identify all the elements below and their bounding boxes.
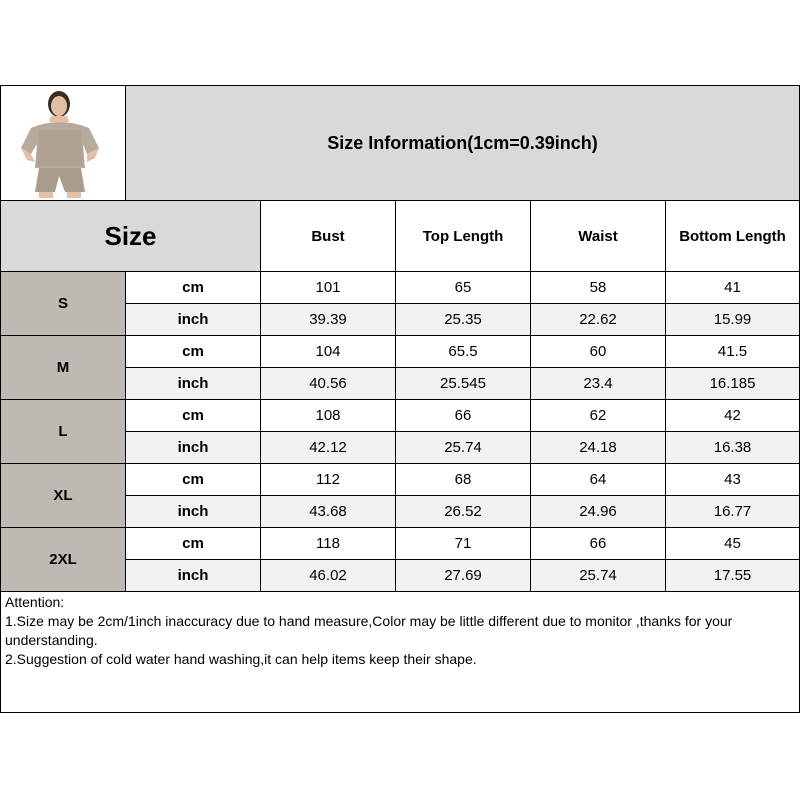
size-label: S — [1, 272, 126, 336]
table-cell: 26.52 — [396, 496, 531, 528]
table-row — [1, 528, 800, 560]
product-photo-icon — [1, 88, 122, 198]
unit-label: inch — [126, 368, 261, 400]
table-cell: 24.18 — [531, 432, 666, 464]
notes-section — [1, 592, 800, 713]
unit-label: inch — [126, 560, 261, 592]
size-header: Size — [1, 201, 261, 272]
table-row — [1, 400, 800, 432]
table-cell: 41 — [666, 272, 800, 304]
table-cell: 25.545 — [396, 368, 531, 400]
unit-label: inch — [126, 496, 261, 528]
table-cell: 66 — [396, 400, 531, 432]
table-cell: 41.5 — [666, 336, 800, 368]
size-label: XL — [1, 464, 126, 528]
table-cell: 64 — [531, 464, 666, 496]
table-cell: 16.77 — [666, 496, 800, 528]
table-cell: 60 — [531, 336, 666, 368]
table-cell: 23.4 — [531, 368, 666, 400]
unit-label: cm — [126, 400, 261, 432]
table-cell: 118 — [261, 528, 396, 560]
note-line: 2.Suggestion of cold water hand washing,it can help items keep their shape. — [5, 651, 477, 667]
unit-label: inch — [126, 304, 261, 336]
table-cell: 65 — [396, 272, 531, 304]
banner-row — [1, 86, 800, 201]
unit-label: cm — [126, 336, 261, 368]
table-cell: 108 — [261, 400, 396, 432]
table-cell: 25.35 — [396, 304, 531, 336]
table-cell: 16.185 — [666, 368, 800, 400]
table-cell: 62 — [531, 400, 666, 432]
size-label: 2XL — [1, 528, 126, 592]
table-cell: 25.74 — [531, 560, 666, 592]
column-header-waist: Waist — [531, 201, 666, 272]
column-header-bust: Bust — [261, 201, 396, 272]
table-row — [1, 464, 800, 496]
table-cell: 17.55 — [666, 560, 800, 592]
table-cell: 39.39 — [261, 304, 396, 336]
table-cell: 58 — [531, 272, 666, 304]
size-label: M — [1, 336, 126, 400]
table-cell: 45 — [666, 528, 800, 560]
unit-label: cm — [126, 464, 261, 496]
table-cell: 101 — [261, 272, 396, 304]
table-cell: 43 — [666, 464, 800, 496]
table-cell: 43.68 — [261, 496, 396, 528]
table-cell: 42 — [666, 400, 800, 432]
table-cell: 16.38 — [666, 432, 800, 464]
notes-heading: Attention: — [5, 594, 65, 610]
table-cell: 68 — [396, 464, 531, 496]
table-cell: 46.02 — [261, 560, 396, 592]
size-table — [0, 85, 800, 713]
product-photo — [1, 86, 126, 201]
unit-label: inch — [126, 432, 261, 464]
table-row — [1, 336, 800, 368]
table-cell: 71 — [396, 528, 531, 560]
header-row — [1, 201, 800, 272]
unit-label: cm — [126, 272, 261, 304]
table-cell: 40.56 — [261, 368, 396, 400]
page-title: Size Information(1cm=0.39inch) — [126, 86, 800, 201]
column-header-top-length: Top Length — [396, 201, 531, 272]
note-line: 1.Size may be 2cm/1inch inaccuracy due to hand measure,Color may be little different due to monitor ,thanks for your understanding. — [5, 613, 733, 648]
table-row — [1, 272, 800, 304]
table-cell: 27.69 — [396, 560, 531, 592]
size-label: L — [1, 400, 126, 464]
table-cell: 112 — [261, 464, 396, 496]
unit-label: cm — [126, 528, 261, 560]
table-cell: 65.5 — [396, 336, 531, 368]
table-cell: 15.99 — [666, 304, 800, 336]
table-cell: 42.12 — [261, 432, 396, 464]
table-cell: 66 — [531, 528, 666, 560]
table-cell: 22.62 — [531, 304, 666, 336]
table-cell: 25.74 — [396, 432, 531, 464]
column-header-bottom-length: Bottom Length — [666, 201, 800, 272]
table-cell: 104 — [261, 336, 396, 368]
size-chart — [0, 85, 800, 713]
table-cell: 24.96 — [531, 496, 666, 528]
